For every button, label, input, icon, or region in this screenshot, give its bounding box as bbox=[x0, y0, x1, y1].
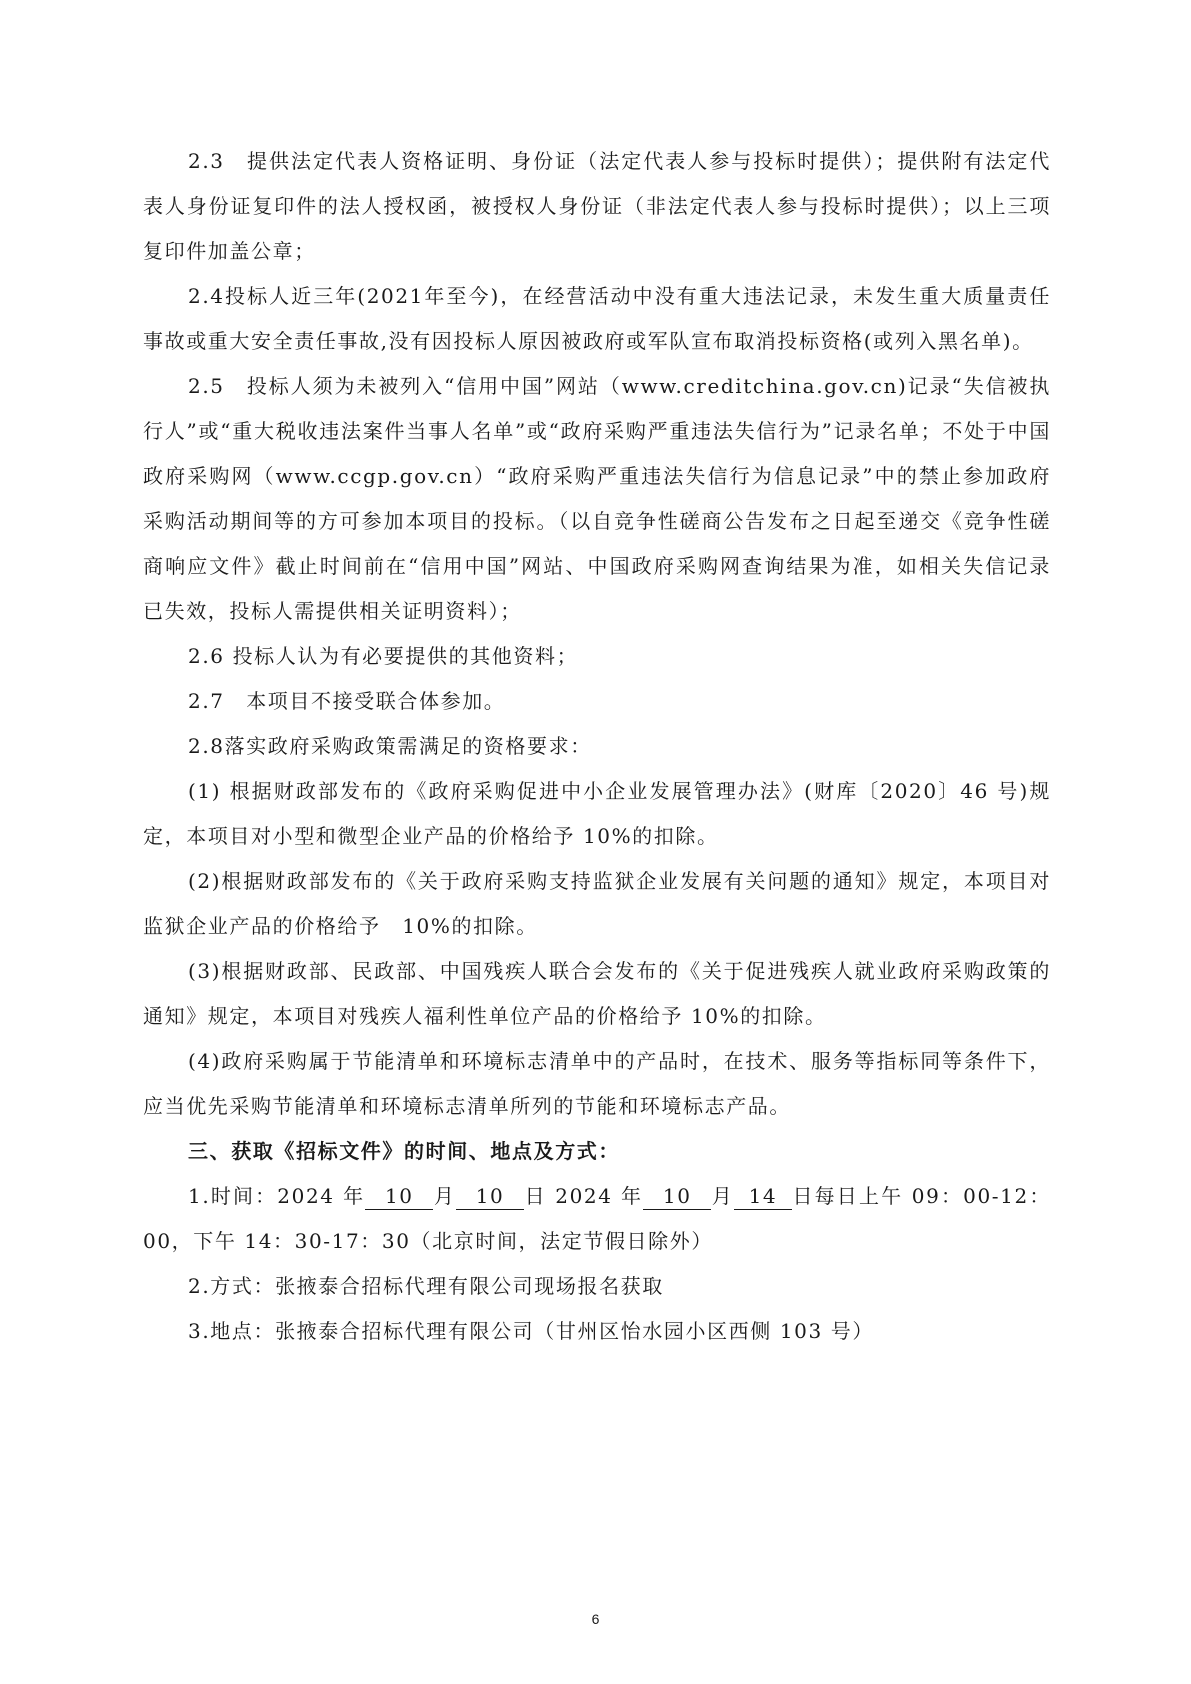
section-3-time bbox=[143, 1174, 1051, 1264]
paragraph-2-4: 2.4投标人近三年(2021年至今)，在经营活动中没有重大违法记录，未发生重大质量责任事故或重大安全责任事故,没有因投标人原因被政府或军队宣布取消投标资格(或列入黑名单)。 bbox=[143, 284, 1051, 353]
start-month-field: 10 bbox=[365, 1183, 433, 1210]
paragraph-2-3: 2.3 提供法定代表人资格证明、身份证（法定代表人参与投标时提供）；提供附有法定代表人身份证复印件的法人授权函，被授权人身份证（非法定代表人参与投标时提供）；以上三项复印件加盖公章； bbox=[143, 149, 1051, 263]
end-day-field: 14 bbox=[734, 1183, 792, 1210]
end-month-field: 10 bbox=[643, 1183, 711, 1210]
paragraph-2-8-2: (2)根据财政部发布的《关于政府采购支持监狱企业发展有关问题的通知》规定，本项目对监狱企业产品的价格给予 10%的扣除。 bbox=[143, 869, 1051, 938]
start-month-label: 月 bbox=[433, 1184, 457, 1208]
time-middle: 日 2024 年 bbox=[524, 1184, 644, 1208]
start-day-field: 10 bbox=[456, 1183, 524, 1210]
document-body bbox=[143, 139, 1051, 1354]
paragraph-2-5: 2.5 投标人须为未被列入“信用中国”网站（www.creditchina.gov.cn)记录“失信被执行人”或“重大税收违法案件当事人名单”或“政府采购严重违法失信行为”记录名单；不处于中国政府采购网（www.ccgp.gov.cn）“政府采购严重违法失信行为信息记录”中的禁止参加政府采购活动期间等的方可参加本项目的投标。（以自竞争性磋商公告发布之日起至递交《竞争性磋商响应文件》截止时间前在“信用中国”网站、中国政府采购网查询结果为准，如相关失信记录已失效，投标人需提供相关证明资料）； bbox=[143, 374, 1051, 623]
paragraph-2-8-3: (3)根据财政部、民政部、中国残疾人联合会发布的《关于促进残疾人就业政府采购政策的通知》规定，本项目对残疾人福利性单位产品的价格给予 10%的扣除。 bbox=[143, 959, 1051, 1028]
paragraph-2-6: 2.6 投标人认为有必要提供的其他资料； bbox=[188, 644, 579, 668]
paragraph-2-8-1: (1) 根据财政部发布的《政府采购促进中小企业发展管理办法》(财库〔2020〕46 号)规定，本项目对小型和微型企业产品的价格给予 10%的扣除。 bbox=[143, 779, 1051, 848]
time-suffix: 日每日上午 09：00-12：00，下午 14：30-17：30（北京时间，法定节假日除外） bbox=[143, 1184, 1051, 1253]
section-3-method: 2.方式：张掖泰合招标代理有限公司现场报名获取 bbox=[188, 1274, 664, 1298]
section-3-heading: 三、获取《招标文件》的时间、地点及方式： bbox=[188, 1139, 620, 1163]
paragraph-2-7: 2.7 本项目不接受联合体参加。 bbox=[188, 689, 506, 713]
paragraph-2-8: 2.8落实政府采购政策需满足的资格要求： bbox=[188, 734, 592, 758]
section-3-location: 3.地点：张掖泰合招标代理有限公司（甘州区怡水园小区西侧 103 号） bbox=[188, 1319, 874, 1343]
paragraph-2-8-4: (4)政府采购属于节能清单和环境标志清单中的产品时，在技术、服务等指标同等条件下，应当优先采购节能清单和环境标志清单所列的节能和环境标志产品。 bbox=[143, 1049, 1051, 1118]
end-month-label: 月 bbox=[711, 1184, 734, 1208]
time-prefix: 1.时间：2024 年 bbox=[188, 1184, 366, 1208]
page-number: 6 bbox=[591, 1611, 600, 1627]
